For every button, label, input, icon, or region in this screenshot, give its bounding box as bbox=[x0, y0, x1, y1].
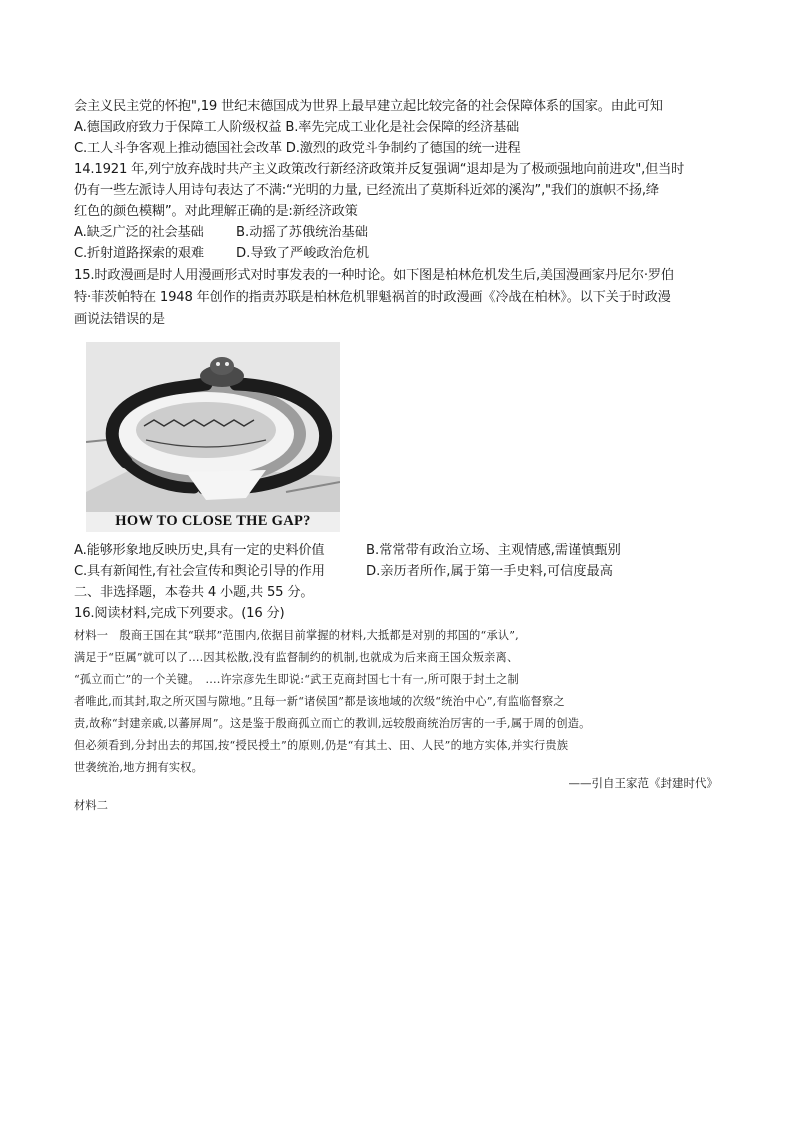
q15-stem-line2: 特·菲茨帕特在 1948 年创作的指责苏联是柏林危机罪魁祸首的时政漫画《冷战在柏林》。以下关于时政漫 bbox=[74, 290, 671, 305]
q13-stem-tail: 会主义民主党的怀抱",19 世纪末德国成为世界上最早建立起比较完备的社会保障体系的国家。由此可知 bbox=[74, 99, 663, 114]
q15-option-b: B.常常带有政治立场、主观情感,需谨慎甄别 bbox=[366, 543, 621, 558]
material1-line: 材料一 殷商王国在其“联邦”范围内,依据目前掌握的材料,大抵都是对别的邦国的“承认”, bbox=[74, 629, 519, 642]
cartoon-caption: HOW TO CLOSE THE GAP? bbox=[115, 513, 311, 529]
material1-line: 责,故称“封建亲戚,以蕃屏周”。这是鉴于殷商孤立而亡的教训,远较殷商统治厉害的一手,属于周的创造。 bbox=[74, 717, 591, 730]
q16-prompt: 16.阅读材料,完成下列要求。(16 分) bbox=[74, 606, 285, 621]
q15-option-c: C.具有新闻性,有社会宣传和舆论引导的作用 bbox=[74, 564, 325, 579]
cold-war-berlin-cartoon bbox=[86, 342, 340, 532]
q15-option-d: D.亲历者所作,属于第一手史料,可信度最高 bbox=[366, 564, 613, 579]
cartoon-illustration bbox=[86, 342, 340, 512]
material1-line: 世袭统治,地方拥有实权。 bbox=[74, 761, 204, 774]
q14-stem-line1: 14.1921 年,列宁放弃战时共产主义政策改行新经济政策并反复强调“退却是为了极顽强地向前进攻",但当时 bbox=[74, 162, 685, 177]
material1-line: 满足于“臣属”就可以了....因其松散,没有监督制约的机制,也就成为后来商王国众叛亲离、 bbox=[74, 651, 519, 664]
material1-line: 者唯此,而其封,取之所灭国与隙地。”且每一新“诸侯国”都是该地域的次级“统治中心”,有监临督察之 bbox=[74, 695, 565, 708]
q14-option-a: A.缺乏广泛的社会基础 bbox=[74, 225, 204, 240]
q14-stem-line3: 红色的颜色模糊”。对此理解正确的是:新经济政策 bbox=[74, 204, 358, 219]
q15-stem-line1: 15.时政漫画是时人用漫画形式对时事发表的一种时论。如下图是柏林危机发生后,美国漫画家丹尼尔·罗伯 bbox=[74, 268, 674, 283]
q14-option-c: C.折射道路探索的艰难 bbox=[74, 246, 204, 261]
q14-option-b: B.动摇了苏俄统治基础 bbox=[236, 225, 368, 240]
section-title: 二、非选择题，本卷共 4 小题,共 55 分。 bbox=[74, 585, 314, 600]
q14-option-d: D.导致了严峻政治危机 bbox=[236, 246, 370, 261]
material1-source: ——引自王家范《封建时代》 bbox=[568, 776, 718, 790]
q15-option-a: A.能够形象地反映历史,具有一定的史料价值 bbox=[74, 543, 325, 558]
q15-stem-line3: 画说法错误的是 bbox=[74, 312, 165, 327]
q13-options-cd: C.工人斗争客观上推动德国社会改革 D.激烈的政党斗争制约了德国的统一进程 bbox=[74, 141, 521, 156]
q13-options-ab: A.德国政府致力于保障工人阶级权益 B.率先完成工业化是社会保障的经济基础 bbox=[74, 120, 520, 135]
q14-stem-line2: 仍有一些左派诗人用诗句表达了不满:“光明的力量, 已经流出了莫斯科近郊的溪沟”,"我们的旗帜不扬,绛 bbox=[74, 183, 659, 198]
material2-label: 材料二 bbox=[74, 799, 109, 812]
material1-line: “孤立而亡”的一个关键。 ....许宗彦先生即说:“武王克商封国七十有一,所可限于封土之制 bbox=[74, 673, 519, 686]
material1-line: 但必须看到,分封出去的邦国,按“授民授土”的原则,仍是“有其土、田、人民”的地方实体,并实行贵族 bbox=[74, 739, 569, 752]
